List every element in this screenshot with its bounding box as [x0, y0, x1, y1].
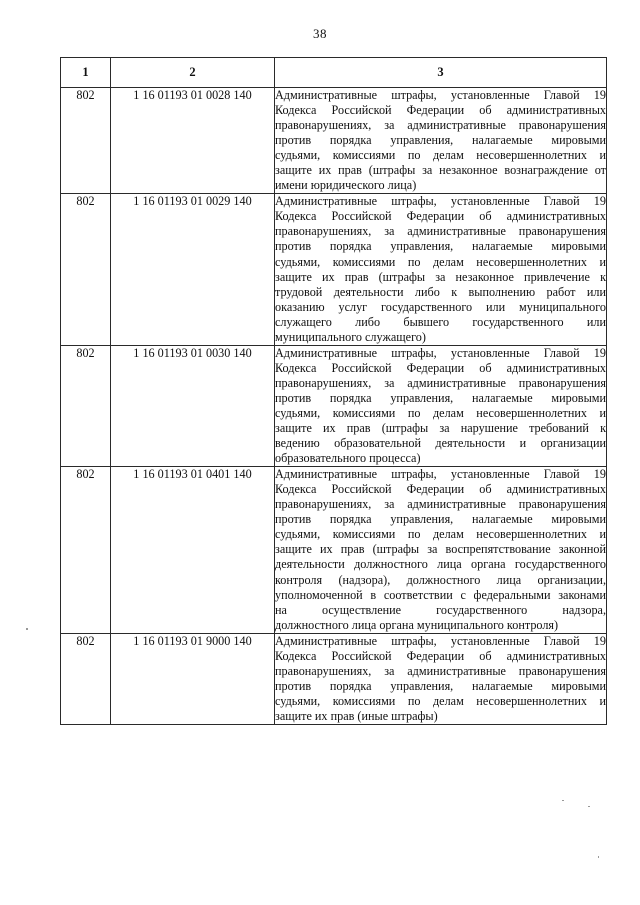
table-body — [61, 88, 607, 725]
page-number: 38 — [313, 26, 327, 41]
budget-classification-code-cell: 1 16 01193 01 0401 140 — [111, 467, 275, 634]
description-line: против порядка управления, налагаемые мировыми — [275, 390, 606, 405]
description-line: образовательного процесса) — [275, 451, 421, 466]
budget-classification-code-cell: 1 16 01193 01 0029 140 — [111, 194, 275, 345]
description-line: судьями, комиссиями по делам несовершеннолетних и — [275, 527, 606, 542]
description-line: Кодекса Российской Федерации об административных — [275, 482, 606, 497]
description-line: защите их прав (штрафы за нарушение требований к — [275, 421, 606, 436]
budget-classification-code-cell: 1 16 01193 01 0030 140 — [111, 345, 275, 466]
description-line: защите их прав (иные штрафы) — [275, 708, 438, 723]
column-header-3: 3 — [275, 58, 607, 88]
scan-speck — [562, 800, 564, 801]
budget-classification-code-cell: 1 16 01193 01 0028 140 — [111, 88, 275, 194]
budget-classification-code-cell: 1 16 01193 01 9000 140 — [111, 633, 275, 724]
description-line: защите их прав (штрафы за воспрепятствование законной — [275, 542, 606, 557]
description-line: уполномоченной в соответствии с федеральными законами — [275, 587, 606, 602]
column-header-1: 1 — [61, 58, 111, 88]
description-line: на осуществление государственного надзора, — [275, 602, 606, 617]
budget-codes-table — [60, 57, 607, 725]
table-row — [61, 467, 607, 634]
admin-code-cell: 802 — [61, 88, 111, 194]
description-line: Административные штрафы, установленные Главой 19 — [275, 88, 606, 102]
description-line: против порядка управления, налагаемые мировыми — [275, 239, 606, 254]
description-line: контроля (надзора), должностного лица организации, — [275, 572, 606, 587]
description-line: деятельности должностного лица органа государственного — [275, 557, 606, 572]
table-row — [61, 345, 607, 466]
description-line: защите их прав (штрафы за незаконное вознаграждение от — [275, 163, 606, 178]
admin-code-cell: 802 — [61, 467, 111, 634]
column-header-2: 2 — [111, 58, 275, 88]
description-line: служащего либо бывшего государственного или — [275, 314, 606, 329]
description-line: правонарушениях, за административные правонарушения — [275, 375, 606, 390]
description-line: против порядка управления, налагаемые мировыми — [275, 678, 606, 693]
description-line: правонарушениях, за административные правонарушения — [275, 497, 606, 512]
admin-code-cell: 802 — [61, 345, 111, 466]
description-line: муниципального служащего) — [275, 329, 426, 344]
description-line: против порядка управления, налагаемые мировыми — [275, 512, 606, 527]
description-line: правонарушениях, за административные правонарушения — [275, 224, 606, 239]
description-line: правонарушениях, за административные правонарушения — [275, 118, 606, 133]
description-line: против порядка управления, налагаемые мировыми — [275, 133, 606, 148]
description-line: Кодекса Российской Федерации об административных — [275, 648, 606, 663]
table-row — [61, 194, 607, 345]
admin-code-cell: 802 — [61, 633, 111, 724]
income-description-cell — [275, 467, 607, 634]
income-description-cell — [275, 345, 607, 466]
description-line: Кодекса Российской Федерации об административных — [275, 360, 606, 375]
description-line: должностного лица органа муниципального контроля) — [275, 617, 559, 632]
description-line: трудовой деятельности либо к выполнению работ или — [275, 284, 606, 299]
description-line: Административные штрафы, установленные Главой 19 — [275, 467, 606, 482]
scan-speck — [598, 856, 599, 858]
description-line: Административные штрафы, установленные Главой 19 — [275, 345, 606, 360]
scan-speck — [26, 628, 28, 630]
description-line: Административные штрафы, установленные Главой 19 — [275, 194, 606, 209]
admin-code-cell: 802 — [61, 194, 111, 345]
description-line: защите их прав (штрафы за незаконное привлечение к — [275, 269, 606, 284]
description-line: ведению образовательной деятельности и организации — [275, 436, 606, 451]
description-line: имени юридического лица) — [275, 178, 417, 193]
description-line: Кодекса Российской Федерации об административных — [275, 103, 606, 118]
table-header-row — [61, 58, 607, 88]
description-line: Кодекса Российской Федерации об административных — [275, 209, 606, 224]
income-description-cell — [275, 633, 607, 724]
description-line: правонарушениях, за административные правонарушения — [275, 663, 606, 678]
description-line: Административные штрафы, установленные Главой 19 — [275, 633, 606, 648]
description-line: оказанию услуг государственного или муниципального — [275, 299, 606, 314]
description-line: судьями, комиссиями по делам несовершеннолетних и — [275, 254, 606, 269]
income-description-cell — [275, 88, 607, 194]
description-line: судьями, комиссиями по делам несовершеннолетних и — [275, 405, 606, 420]
table-row — [61, 88, 607, 194]
income-description-cell — [275, 194, 607, 345]
description-line: судьями, комиссиями по делам несовершеннолетних и — [275, 693, 606, 708]
scan-speck — [588, 806, 590, 807]
table-row — [61, 633, 607, 724]
description-line: судьями, комиссиями по делам несовершеннолетних и — [275, 148, 606, 163]
